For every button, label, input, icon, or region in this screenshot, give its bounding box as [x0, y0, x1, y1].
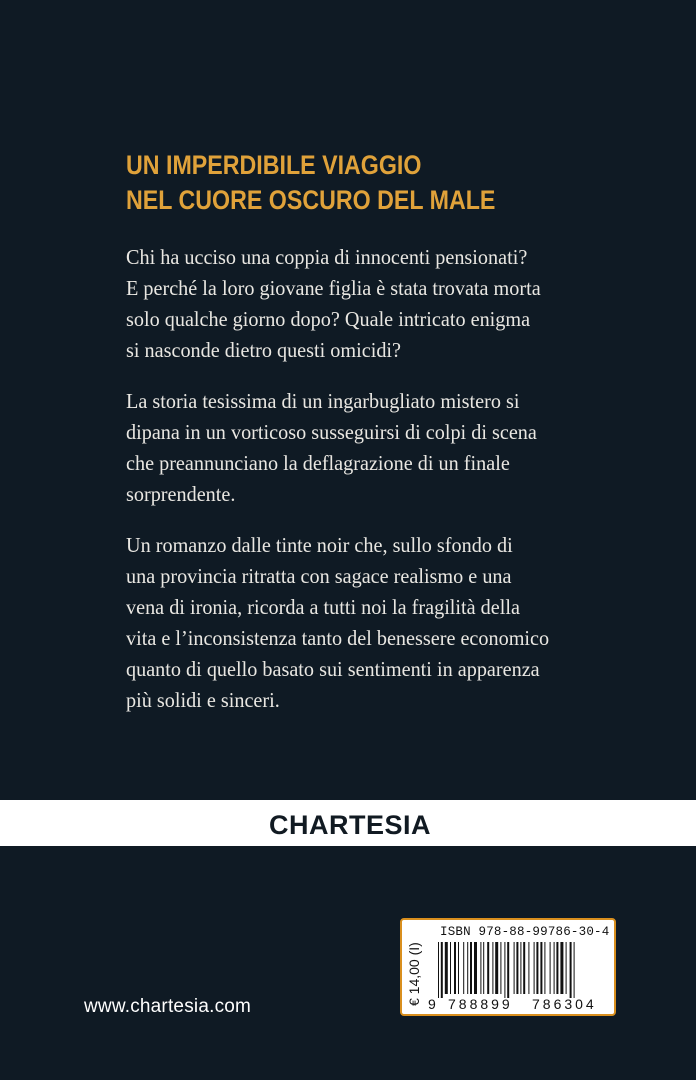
text-line: sorprendente.: [126, 482, 236, 506]
ean-left-digits: 788899: [448, 996, 513, 1012]
barcode-label: [400, 918, 616, 1016]
text-line: Chi ha ucciso una coppia di innocenti pensionati?: [126, 245, 528, 269]
isbn-text: ISBN 978-88-99786-30-4: [440, 925, 610, 939]
headline-line-1: UN IMPERDIBILE VIAGGIO: [126, 150, 422, 180]
text-line: dipana in un vorticoso susseguirsi di colpi di scena: [126, 420, 537, 444]
price-text: € 14,00 (I): [406, 942, 422, 1006]
ean-first-digit: 9: [428, 996, 436, 1012]
headline-line-2: NEL CUORE OSCURO DEL MALE: [126, 185, 496, 215]
text-line: solo qualche giorno dopo? Quale intricato enigma: [126, 307, 531, 331]
barcode-icon: [428, 942, 612, 998]
text-line: una provincia ritratta con sagace realismo e una: [126, 564, 512, 588]
text-line: vena di ironia, ricorda a tutti noi la fragilità della: [126, 595, 520, 619]
text-line: E perché la loro giovane figlia è stata trovata morta: [126, 276, 541, 300]
ean-right-digits: 786304: [532, 996, 597, 1012]
text-line: più solidi e sinceri.: [126, 688, 280, 712]
text-line: che preannunciano la deflagrazione di un finale: [126, 451, 510, 475]
headline: [126, 148, 556, 218]
synopsis-paragraph-2: [126, 386, 596, 510]
publisher-website: www.chartesia.com: [84, 996, 252, 1017]
publisher-name: CHARTESIA: [268, 809, 431, 840]
publisher-band: [0, 800, 696, 846]
text-line: La storia tesissima di un ingarbugliato mistero si: [126, 389, 520, 413]
synopsis-paragraph-3: [126, 530, 596, 716]
text-line: vita e l’inconsistenza tanto del benessere economico: [126, 626, 550, 650]
text-line: quanto di quello basato sui sentimenti in apparenza: [126, 657, 540, 681]
text-line: Un romanzo dalle tinte noir che, sullo sfondo di: [126, 533, 513, 557]
synopsis-paragraph-1: [126, 242, 596, 366]
text-line: si nasconde dietro questi omicidi?: [126, 338, 402, 362]
